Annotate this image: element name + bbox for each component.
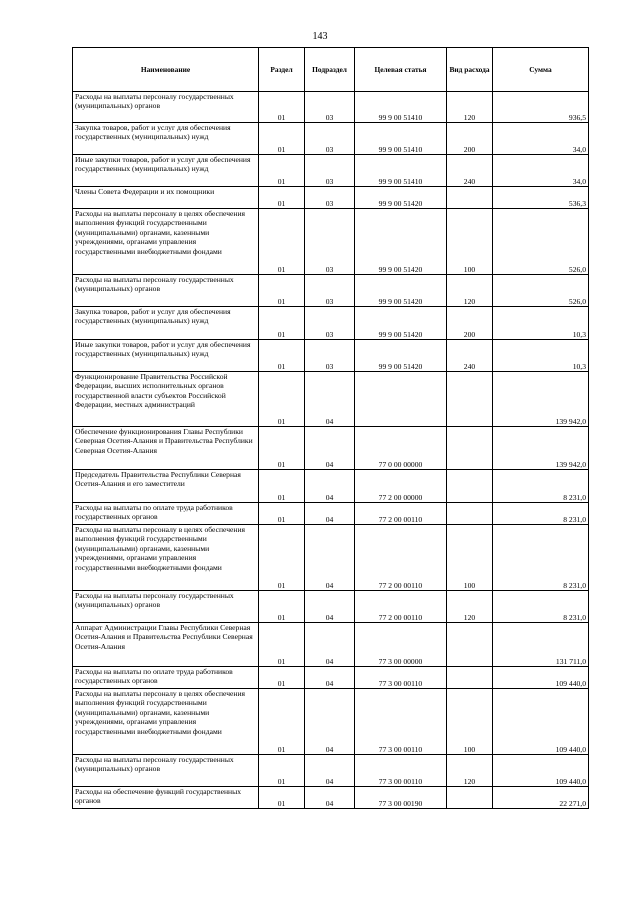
row-celevaya: 77 2 00 00000: [355, 470, 447, 503]
row-celevaya: 99 9 00 51410: [355, 92, 447, 123]
row-summa: 10,3: [493, 307, 589, 340]
row-name: Обеспечение функционирования Главы Республики Северная Осетия-Алания и Правительства Республики Северная Осетия-Алания: [73, 427, 259, 470]
row-summa: 10,3: [493, 340, 589, 372]
row-celevaya: 99 9 00 51420: [355, 340, 447, 372]
row-vid: 120: [447, 755, 493, 787]
row-celevaya: 77 3 00 00190: [355, 787, 447, 809]
row-celevaya: [355, 372, 447, 427]
row-celevaya: 99 9 00 51410: [355, 123, 447, 155]
table-row: [73, 755, 589, 787]
row-celevaya: 77 2 00 00110: [355, 503, 447, 525]
row-vid: [447, 470, 493, 503]
row-razdel: 01: [259, 340, 305, 372]
header-podrazdel: Подраздел: [305, 48, 355, 92]
row-celevaya: 77 2 00 00110: [355, 591, 447, 623]
table-row: [73, 667, 589, 689]
row-vid: 240: [447, 155, 493, 187]
row-name: Расходы на обеспечение функций государственных органов: [73, 787, 259, 809]
table-row: [73, 503, 589, 525]
row-summa: 139 942,0: [493, 427, 589, 470]
row-podrazdel: 03: [305, 209, 355, 275]
row-vid: [447, 623, 493, 667]
row-summa: 34,0: [493, 155, 589, 187]
table-row: [73, 123, 589, 155]
row-summa: 8 231,0: [493, 591, 589, 623]
row-vid: [447, 372, 493, 427]
row-name: Закупка товаров, работ и услуг для обеспечения государственных (муниципальных) нужд: [73, 123, 259, 155]
row-podrazdel: 04: [305, 787, 355, 809]
table-row: [73, 427, 589, 470]
row-summa: 8 231,0: [493, 470, 589, 503]
row-celevaya: 99 9 00 51420: [355, 307, 447, 340]
row-celevaya: 77 3 00 00110: [355, 689, 447, 755]
row-vid: 100: [447, 689, 493, 755]
row-vid: 100: [447, 209, 493, 275]
row-name: Расходы на выплаты по оплате труда работников государственных органов: [73, 667, 259, 689]
row-name: Члены Совета Федерации и их помощники: [73, 187, 259, 209]
row-summa: 34,0: [493, 123, 589, 155]
row-podrazdel: 04: [305, 689, 355, 755]
table-row: [73, 155, 589, 187]
table-row: [73, 623, 589, 667]
row-podrazdel: 03: [305, 92, 355, 123]
row-summa: 131 711,0: [493, 623, 589, 667]
row-name: Расходы на выплаты по оплате труда работников государственных органов: [73, 503, 259, 525]
row-podrazdel: 03: [305, 187, 355, 209]
row-vid: [447, 667, 493, 689]
row-celevaya: 99 9 00 51410: [355, 155, 447, 187]
row-summa: 8 231,0: [493, 503, 589, 525]
table-row: [73, 787, 589, 809]
row-podrazdel: 04: [305, 667, 355, 689]
row-name: Председатель Правительства Республики Северная Осетия-Алания и его заместители: [73, 470, 259, 503]
row-razdel: 01: [259, 755, 305, 787]
row-name: Иные закупки товаров, работ и услуг для обеспечения государственных (муниципальных) нужд: [73, 340, 259, 372]
row-vid: 200: [447, 307, 493, 340]
header-vid: Вид расхода: [447, 48, 493, 92]
row-celevaya: 77 3 00 00000: [355, 623, 447, 667]
table-row: [73, 591, 589, 623]
row-razdel: 01: [259, 787, 305, 809]
row-celevaya: 77 2 00 00110: [355, 525, 447, 591]
row-podrazdel: 03: [305, 307, 355, 340]
table-row: [73, 372, 589, 427]
row-name: Расходы на выплаты персоналу государственных (муниципальных) органов: [73, 275, 259, 307]
row-podrazdel: 04: [305, 372, 355, 427]
table-row: [73, 470, 589, 503]
row-razdel: 01: [259, 187, 305, 209]
row-podrazdel: 04: [305, 503, 355, 525]
row-razdel: 01: [259, 667, 305, 689]
row-razdel: 01: [259, 307, 305, 340]
row-vid: [447, 427, 493, 470]
row-razdel: 01: [259, 92, 305, 123]
row-name: Расходы на выплаты персоналу государственных (муниципальных) органов: [73, 92, 259, 123]
row-name: Расходы на выплаты персоналу государственных (муниципальных) органов: [73, 591, 259, 623]
row-summa: 109 440,0: [493, 689, 589, 755]
header-name: Наименование: [73, 48, 259, 92]
row-podrazdel: 04: [305, 427, 355, 470]
row-celevaya: 77 0 00 00000: [355, 427, 447, 470]
row-summa: 936,5: [493, 92, 589, 123]
row-celevaya: 99 9 00 51420: [355, 209, 447, 275]
row-celevaya: 99 9 00 51420: [355, 275, 447, 307]
row-vid: 100: [447, 525, 493, 591]
table-row: [73, 275, 589, 307]
row-vid: [447, 187, 493, 209]
table-row: [73, 340, 589, 372]
table-row: [73, 307, 589, 340]
row-podrazdel: 04: [305, 470, 355, 503]
row-celevaya: 99 9 00 51420: [355, 187, 447, 209]
header-summa: Сумма: [493, 48, 589, 92]
row-summa: 109 440,0: [493, 755, 589, 787]
row-celevaya: 77 3 00 00110: [355, 667, 447, 689]
row-summa: 526,0: [493, 209, 589, 275]
row-name: Расходы на выплаты персоналу государственных (муниципальных) органов: [73, 755, 259, 787]
row-name: Аппарат Администрации Главы Республики Северная Осетия-Алания и Правительства Республики Северная Осетия-Алания: [73, 623, 259, 667]
row-razdel: 01: [259, 503, 305, 525]
row-podrazdel: 04: [305, 623, 355, 667]
row-podrazdel: 03: [305, 123, 355, 155]
table-row: [73, 92, 589, 123]
row-podrazdel: 03: [305, 340, 355, 372]
table-row: [73, 187, 589, 209]
row-summa: 139 942,0: [493, 372, 589, 427]
budget-table: [72, 47, 589, 809]
row-razdel: 01: [259, 209, 305, 275]
row-razdel: 01: [259, 525, 305, 591]
row-podrazdel: 04: [305, 525, 355, 591]
row-name: Расходы на выплаты персоналу в целях обеспечения выполнения функций государственными (муниципальными) органами, казенными учреждениями, органами управления государственными внебюджетными фондами: [73, 209, 259, 275]
row-razdel: 01: [259, 689, 305, 755]
row-name: Иные закупки товаров, работ и услуг для обеспечения государственных (муниципальных) нужд: [73, 155, 259, 187]
row-podrazdel: 04: [305, 755, 355, 787]
row-vid: 240: [447, 340, 493, 372]
row-razdel: 01: [259, 470, 305, 503]
row-razdel: 01: [259, 591, 305, 623]
row-vid: [447, 503, 493, 525]
table-row: [73, 209, 589, 275]
header-row: [73, 48, 589, 92]
row-vid: 120: [447, 275, 493, 307]
row-name: Функционирование Правительства Российской Федерации, высших исполнительных органов государственной власти субъектов Российской Федерации, местных администраций: [73, 372, 259, 427]
row-name: Расходы на выплаты персоналу в целях обеспечения выполнения функций государственными (муниципальными) органами, казенными учреждениями, органами управления государственными внебюджетными фондами: [73, 525, 259, 591]
row-vid: 200: [447, 123, 493, 155]
row-summa: 8 231,0: [493, 525, 589, 591]
row-name: Расходы на выплаты персоналу в целях обеспечения выполнения функций государственными (муниципальными) органами, казенными учреждениями, органами управления государственными внебюджетными фондами: [73, 689, 259, 755]
header-celevaya: Целевая статья: [355, 48, 447, 92]
row-razdel: 01: [259, 372, 305, 427]
row-summa: 526,0: [493, 275, 589, 307]
row-summa: 536,3: [493, 187, 589, 209]
row-podrazdel: 04: [305, 591, 355, 623]
row-razdel: 01: [259, 275, 305, 307]
row-summa: 22 271,0: [493, 787, 589, 809]
row-celevaya: 77 3 00 00110: [355, 755, 447, 787]
row-razdel: 01: [259, 155, 305, 187]
page-number: 143: [312, 31, 328, 42]
table-row: [73, 525, 589, 591]
row-vid: 120: [447, 591, 493, 623]
row-podrazdel: 03: [305, 275, 355, 307]
row-vid: [447, 787, 493, 809]
row-razdel: 01: [259, 427, 305, 470]
row-summa: 109 440,0: [493, 667, 589, 689]
header-razdel: Раздел: [259, 48, 305, 92]
row-razdel: 01: [259, 623, 305, 667]
row-name: Закупка товаров, работ и услуг для обеспечения государственных (муниципальных) нужд: [73, 307, 259, 340]
table-row: [73, 689, 589, 755]
row-vid: 120: [447, 92, 493, 123]
row-razdel: 01: [259, 123, 305, 155]
row-podrazdel: 03: [305, 155, 355, 187]
